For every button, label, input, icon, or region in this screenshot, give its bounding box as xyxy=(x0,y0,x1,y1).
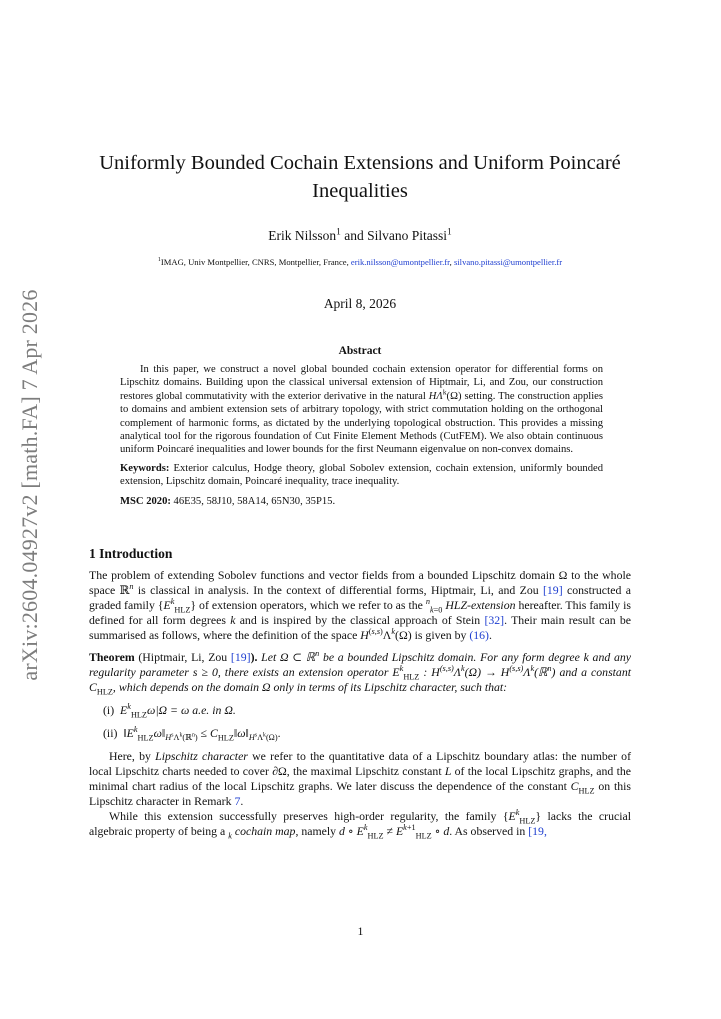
abstract-math-arg: (Ω) xyxy=(446,390,462,402)
text: , namely xyxy=(295,824,340,838)
paragraph-3: While this extension successfully preserves high-order regularity, the family $\{E^k_{HLZ}\}$ lacks the crucial algebraic property of being a $_k$ cochain map, namely d ∘ $E^k_{HLZ} \ne E^{k+1}_{HLZ}$ ∘ d. As observed in [19, xyxy=(89,808,631,841)
citation-19[interactable]: [19] xyxy=(230,650,251,664)
affiliation-mark: 1 xyxy=(157,257,161,264)
text: . As observed in xyxy=(449,824,529,838)
citation-19[interactable]: [19] xyxy=(542,583,563,597)
author-list xyxy=(80,228,640,244)
list-item: (i) $E^k_{HLZ}\omega|\Omega = \omega$ a.e. in Ω. xyxy=(103,702,236,720)
msc-label: MSC 2020: xyxy=(120,495,171,507)
text: ). xyxy=(250,650,258,664)
text: } of extension operators, which we refer to as the xyxy=(190,598,426,612)
item-text: ω|Ω = ω a.e. in Ω. xyxy=(146,703,236,717)
main-text xyxy=(89,568,631,839)
text: constructed a graded family { xyxy=(89,583,631,612)
text: of the local Lipschitz graphs, and the minimal chart radius of the local Lipschitz graphs. We later discuss the dependence of the constant xyxy=(89,764,631,793)
text: . xyxy=(488,628,492,642)
paper-date: April 8, 2026 xyxy=(323,296,397,311)
page-number: 1 xyxy=(357,924,364,938)
affiliation xyxy=(50,257,670,267)
keywords-text: Exterior calculus, Hodge theory, global Sobolev extension, cochain extension, uniformly bounded extension, Lipschitz domain, Poincaré inequality, trace inequality. xyxy=(120,462,603,488)
affiliation-text: IMAG, Univ Montpellier, CNRS, Montpellier, France, xyxy=(160,257,351,267)
text: ≥ 0, there exists an extension operator xyxy=(197,665,393,679)
text: (Hiptmair, Li, Zou xyxy=(134,650,231,664)
author-1: Erik Nilsson xyxy=(268,228,337,243)
paper-title xyxy=(80,149,640,205)
citation-19[interactable]: [19, xyxy=(528,824,547,838)
affiliation-mark-2: 1 xyxy=(447,227,452,238)
abstract-math-sup: k xyxy=(442,387,447,397)
text: Let Ω ⊂ ℝ xyxy=(257,650,316,664)
author-and: and xyxy=(340,228,368,243)
author-2: Silvano Pitassi xyxy=(367,228,448,243)
list-item: (ii) $‖E^k_{HLZ}\omega‖_{H^s\Lambda^k(ℝ^n)}$ ≤ $C_{HLZ}‖\omega‖_{H^s\Lambda^k(\Omega)}$. xyxy=(103,725,281,743)
text: and a constant xyxy=(555,665,632,679)
paragraph-1: The problem of extending Sobolev functions and vector fields from a bounded Lipschitz domain Ω to the whole space ℝ$^n$ is classical in analysis. In the context of differential forms, Hiptmair, Li, and Zou [19] constructed a graded family $\{E^k_{HLZ}\}$ of extension operators, which we refer to as the $^n_{k=0}$ HLZ-extension hereafter. This family is defined for all form degrees k and is inspired by the classical approach of Stein [32]. Their main result can be summarised as follows, where the definition of the space $H^{(s,s)}\Lambda^k(\Omega)$ is given by (16). xyxy=(89,568,631,642)
email-link-1[interactable]: erik.nilsson@umontpellier.fr xyxy=(350,257,450,267)
email-separator: , xyxy=(449,257,454,267)
abstract-text-part: In this paper, we construct a novel global bounded cochain extension operator for differential forms on Lipschitz domains. Building upon the classical universal extension of Hiptmair, Li, and Zou, our construction restores global commutativity with the exterior derivative in the natural xyxy=(120,364,603,402)
section-heading: 1 Introduction xyxy=(89,546,173,561)
text: is classical in analysis. In the context of differential forms, Hiptmair, Li, and Zou xyxy=(133,583,543,597)
abstract-text xyxy=(120,363,603,457)
text: on this Lipschitz character in Remark xyxy=(89,779,631,808)
arxiv-identifier: arXiv:2604.04927v2 [math.FA] 7 Apr 2026 xyxy=(17,289,42,681)
citation-32[interactable]: [32] xyxy=(484,613,505,627)
text: be a bounded Lipschitz domain. For any form degree xyxy=(319,650,584,664)
text: . xyxy=(240,794,244,808)
msc-classification xyxy=(120,495,603,508)
title-line-2: Inequalities xyxy=(312,180,408,202)
lipschitz-character-term: Lipschitz character xyxy=(155,749,248,763)
item-label: (ii) xyxy=(103,726,118,740)
text: and is inspired by the classical approach of Stein xyxy=(235,613,485,627)
text: is given by xyxy=(411,628,470,642)
abstract-block xyxy=(120,363,603,508)
text: } lacks the crucial algebraic property of being a xyxy=(89,809,631,838)
email-link-2[interactable]: silvano.pitassi@umontpellier.fr xyxy=(453,257,563,267)
remark-ref-7[interactable]: 7 xyxy=(234,794,241,808)
cochain-map-term: cochain map xyxy=(234,824,296,838)
keywords-label: Keywords: xyxy=(120,462,170,474)
text: While this extension successfully preserves high-order regularity, the family { xyxy=(109,809,509,823)
arxiv-sidebar xyxy=(10,290,50,680)
item-label: (i) xyxy=(103,703,115,717)
msc-text: 46E35, 58J10, 58A14, 65N30, 35P15. xyxy=(170,495,336,507)
equation-ref-16[interactable]: (16) xyxy=(469,628,489,642)
text: . Their main result can be summarised as follows, where the definition of the space xyxy=(89,613,631,642)
text: and any regularity parameter xyxy=(89,650,631,679)
abstract-math: HΛ xyxy=(428,390,443,402)
affiliation-mark-1: 1 xyxy=(336,227,341,238)
keywords xyxy=(120,462,603,489)
paragraph-2: Here, by Lipschitz character we refer to the quantitative data of a Lipschitz boundary atlas: the number of local Lipschitz charts needed to cover ∂Ω, the maximal Lipschitz constant L of the local Lipschitz graphs, and the minimal chart radius of the local Lipschitz graphs. We later discuss the dependence of the constant $C_{HLZ}$ on this Lipschitz character in Remark 7. xyxy=(89,749,632,808)
title-line-1: Uniformly Bounded Cochain Extensions and Uniform Poincaré xyxy=(99,152,621,174)
theorem-items xyxy=(89,703,631,741)
text: we refer to the quantitative data of a Lipschitz boundary atlas: the number of local Lipschitz charts needed to cover ∂Ω, the maximal Lipschitz constant xyxy=(89,749,632,778)
theorem-label: Theorem xyxy=(89,650,135,664)
text: , which depends on the domain Ω only in terms of its Lipschitz character, such that: xyxy=(112,680,508,694)
text: The problem of extending Sobolev functions and vector fields from a bounded Lipschitz domain Ω to the whole space ℝ xyxy=(89,568,631,597)
abstract-text-part: setting. The construction applies to domains and ambient extension sets of arbitrary topology, with strict commutation holding on the orthogonal complement of harmonic forms, as dictated by the underlying topological obstruction. This provides a missing analytical tool for the rigorous foundation of Cut Finite Element Methods (CutFEM). We also obtain continuous uniform Poincaré inequalities and lower bounds for the first Neumann eigenvalue on non-convex domains. xyxy=(120,390,603,456)
text: hereafter. This family is defined for all form degrees xyxy=(89,598,631,627)
text: Here, by xyxy=(109,749,156,763)
hlz-extension-term: HLZ-extension xyxy=(445,598,516,612)
abstract-heading: Abstract xyxy=(338,345,382,357)
theorem: Theorem (Hiptmair, Li, Zou [19]). Let Ω ⊂ ℝ$^n$ be a bounded Lipschitz domain. For any form degree k and any regularity parameter s ≥ 0, there exists an extension operator $E^k_{HLZ}$ : $H^{(s,s)}\Lambda^k(\Omega)$ → $H^{(s,s)}\Lambda^k(ℝ^n)$ and a constant $C_{HLZ}$, which depends on the domain Ω only in terms of its Lipschitz character, such that: xyxy=(89,649,632,697)
